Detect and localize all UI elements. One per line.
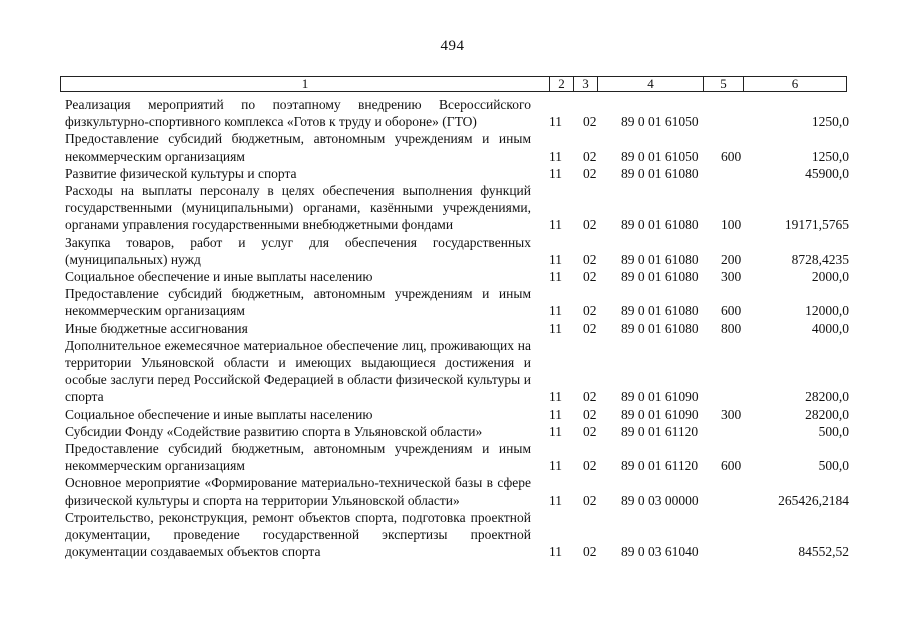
row-name-cell: Социальное обеспечение и иные выплаты населению	[65, 269, 373, 285]
row-pr-cell: 02	[583, 165, 597, 181]
row-csr-cell: 89 0 01 61080	[621, 303, 699, 319]
row-rz-cell: 11	[549, 303, 562, 319]
header-col-6: 6	[743, 77, 846, 91]
row-rz-cell: 11	[549, 544, 562, 560]
row-csr-cell: 89 0 01 61080	[621, 320, 699, 336]
row-vr-cell: 300	[721, 406, 742, 422]
table-row	[65, 96, 849, 130]
row-name-cell: Предоставление субсидий бюджетным, автономным учреждениям и иным некоммерческим организациям	[65, 441, 531, 474]
row-rz-cell: 11	[549, 406, 562, 422]
row-rz-cell: 11	[549, 269, 562, 285]
row-pr-cell: 02	[583, 320, 597, 336]
table-row	[65, 474, 849, 508]
row-name-cell: Предоставление субсидий бюджетным, автономным учреждениям и иным некоммерческим организациям	[65, 286, 531, 319]
row-pr-cell: 02	[583, 217, 597, 233]
row-sum-cell: 500,0	[818, 423, 849, 439]
row-name-cell: Предоставление субсидий бюджетным, автономным учреждениям и иным некоммерческим организациям	[65, 131, 531, 164]
row-name-cell: Социальное обеспечение и иные выплаты населению	[65, 406, 373, 422]
row-sum-cell: 12000,0	[805, 303, 849, 319]
row-pr-cell: 02	[583, 114, 597, 130]
row-sum-cell: 28200,0	[805, 406, 849, 422]
row-vr-cell: 200	[721, 251, 742, 267]
row-name-cell: Иные бюджетные ассигнования	[65, 320, 248, 336]
row-rz-cell: 11	[549, 320, 562, 336]
row-sum-cell: 1250,0	[811, 114, 849, 130]
row-pr-cell: 02	[583, 458, 597, 474]
row-name-cell: Субсидии Фонду «Содействие развитию спорта в Ульяновской области»	[65, 423, 483, 439]
row-csr-cell: 89 0 01 61090	[621, 389, 699, 405]
row-vr-cell: 600	[721, 148, 742, 164]
row-vr-cell: 600	[721, 458, 742, 474]
row-pr-cell: 02	[583, 269, 597, 285]
row-sum-cell: 19171,5765	[784, 217, 849, 233]
table-row	[65, 285, 849, 319]
header-col-5: 5	[703, 77, 743, 91]
row-csr-cell: 89 0 03 00000	[621, 492, 699, 508]
row-sum-cell: 1250,0	[811, 148, 849, 164]
row-pr-cell: 02	[583, 544, 597, 560]
header-col-4: 4	[597, 77, 703, 91]
row-name-cell: Реализация мероприятий по поэтапному внедрению Всероссийского физкультурно-спортивного комплекса «Готов к труду и обороне» (ГТО)	[65, 97, 531, 130]
row-rz-cell: 11	[549, 423, 562, 439]
row-name-cell: Основное мероприятие «Формирование материально-технической базы в сфере физической культуры и спорта на территории Ульяновской области»	[65, 475, 531, 508]
row-sum-cell: 84552,52	[798, 544, 849, 560]
row-csr-cell: 89 0 03 61040	[621, 544, 699, 560]
row-pr-cell: 02	[583, 423, 597, 439]
row-name-cell: Дополнительное ежемесячное материальное обеспечение лиц, проживающих на территории Ульяновской области и имеющих выдающиеся достижения и особые заслуги перед Российской Федерацией в области физической культуры и спорта	[65, 337, 531, 405]
row-name-cell: Развитие физической культуры и спорта	[65, 165, 297, 181]
table-row	[65, 268, 849, 285]
row-rz-cell: 11	[549, 148, 562, 164]
row-vr-cell: 600	[721, 303, 742, 319]
row-sum-cell: 28200,0	[805, 389, 849, 405]
row-rz-cell: 11	[549, 114, 562, 130]
row-csr-cell: 89 0 01 61090	[621, 406, 699, 422]
row-csr-cell: 89 0 01 61120	[621, 423, 699, 439]
row-csr-cell: 89 0 01 61080	[621, 165, 699, 181]
row-sum-cell: 8728,4235	[791, 251, 849, 267]
row-csr-cell: 89 0 01 61080	[621, 269, 699, 285]
header-col-1: 1	[301, 76, 309, 91]
row-csr-cell: 89 0 01 61080	[621, 251, 699, 267]
table-row	[65, 182, 849, 234]
row-rz-cell: 11	[549, 492, 562, 508]
row-sum-cell: 4000,0	[811, 320, 849, 336]
row-sum-cell: 2000,0	[811, 269, 849, 285]
row-sum-cell: 500,0	[818, 458, 849, 474]
header-col-3: 3	[573, 77, 597, 91]
row-name-cell: Закупка товаров, работ и услуг для обеспечения государственных (муниципальных) нужд	[65, 234, 531, 267]
budget-table-body	[65, 96, 849, 560]
row-sum-cell: 265426,2184	[778, 492, 849, 508]
row-rz-cell: 11	[549, 165, 562, 181]
table-row	[65, 234, 849, 268]
table-row	[65, 337, 849, 406]
row-csr-cell: 89 0 01 61120	[621, 458, 699, 474]
row-rz-cell: 11	[549, 458, 562, 474]
table-row	[65, 130, 849, 164]
row-pr-cell: 02	[583, 406, 597, 422]
table-row	[65, 509, 849, 561]
header-col-2: 2	[549, 77, 573, 91]
table-row	[65, 406, 849, 423]
row-name-cell: Расходы на выплаты персоналу в целях обеспечения выполнения функций государственными (муниципальными) органами, казёнными учреждениями, органами управления государственными внебюджетными фондами	[65, 183, 531, 233]
row-pr-cell: 02	[583, 303, 597, 319]
row-csr-cell: 89 0 01 61080	[621, 217, 699, 233]
table-row	[65, 165, 849, 182]
row-rz-cell: 11	[549, 251, 562, 267]
row-rz-cell: 11	[549, 389, 562, 405]
row-pr-cell: 02	[583, 148, 597, 164]
row-vr-cell: 300	[721, 269, 742, 285]
row-csr-cell: 89 0 01 61050	[621, 148, 699, 164]
row-name-cell: Строительство, реконструкция, ремонт объектов спорта, подготовка проектной документации, проведение государственной экспертизы проектной документации создаваемых объектов спорта	[65, 509, 531, 560]
row-vr-cell: 100	[721, 217, 742, 233]
table-row	[65, 320, 849, 337]
row-vr-cell: 800	[721, 320, 742, 336]
row-pr-cell: 02	[583, 389, 597, 405]
row-pr-cell: 02	[583, 251, 597, 267]
table-row	[65, 440, 849, 474]
row-sum-cell: 45900,0	[805, 165, 849, 181]
row-csr-cell: 89 0 01 61050	[621, 114, 699, 130]
row-pr-cell: 02	[583, 492, 597, 508]
row-rz-cell: 11	[549, 217, 562, 233]
page-number: 494	[440, 38, 465, 54]
table-header	[60, 76, 847, 92]
table-row	[65, 423, 849, 440]
